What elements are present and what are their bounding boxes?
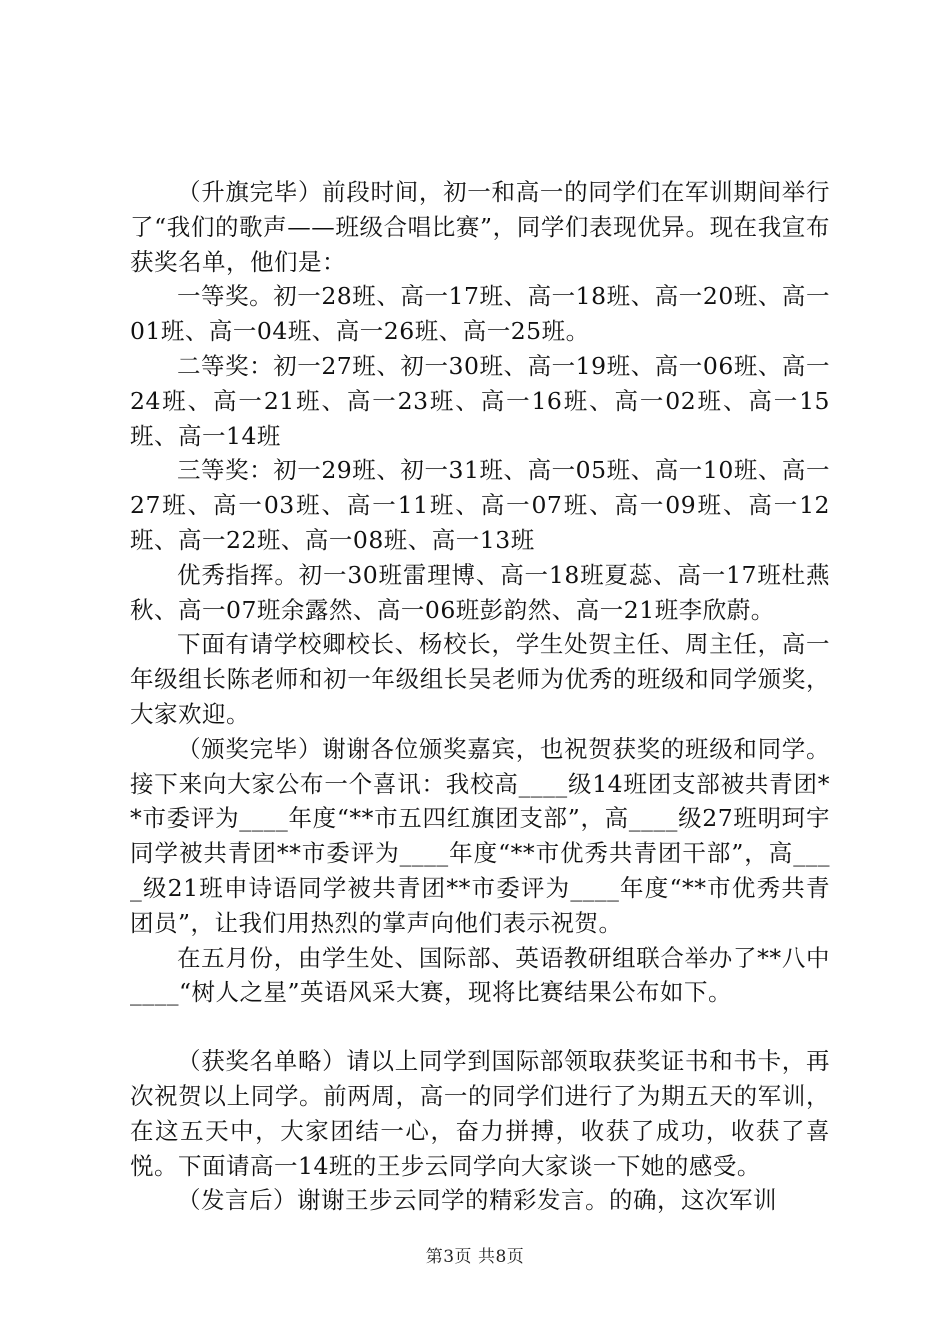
paragraph-first-prize: 一等奖。初一28班、高一17班、高一18班、高一20班、高一01班、高一04班、高一26班、高一25班。 (130, 282, 830, 346)
paragraph-second-prize: 二等奖：初一27班、初一30班、高一19班、高一06班、高一24班、高一21班、高一23班、高一16班、高一02班、高一15班、高一14班 (130, 351, 830, 450)
paragraph-after-speech: （发言后）谢谢王步云同学的精彩发言。的确，这次军训 (177, 1186, 777, 1215)
document-body (130, 175, 830, 1218)
paragraph-third-prize: 三等奖：初一29班、初一31班、高一05班、高一10班、高一27班、高一03班、高一11班、高一07班、高一09班、高一12班、高一22班、高一08班、高一13班 (130, 456, 830, 554)
paragraph-best-conductor: 优秀指挥。初一30班雷理博、高一18班夏蕊、高一17班杜燕秋、高一07班余露然、高一06班彭韵然、高一21班李欣蔚。 (130, 560, 830, 624)
page-footer: 第3页 共8页 (425, 1247, 525, 1267)
paragraph-good-news: （颁奖完毕）谢谢各位颁奖嘉宾，也祝贺获奖的班级和同学。接下来向大家公布一个喜讯：我校高____级14班团支部被共青团**市委评为____年度“**市五四红旗团支部”，高____级27班明珂宇同学被共青团**市委评为____年度“**市优秀共青团干部”，高____级21班申诗语同学被共青团**市委评为____年度“**市优秀共青团员”，让我们用热烈的掌声向他们表示祝贺。 (130, 734, 830, 937)
paragraph-military-training: （获奖名单略）请以上同学到国际部领取获奖证书和书卡，再次祝贺以上同学。前两周，高一的同学们进行了为期五天的军训，在这五天中，大家团结一心，奋力拼搏，收获了成功，收获了喜悦。下面请高一14班的王步云同学向大家谈一下她的感受。 (130, 1047, 830, 1180)
paragraph-english-contest: 在五月份，由学生处、国际部、英语教研组联合举办了**八中____“树人之星”英语风采大赛，现将比赛结果公布如下。 (130, 943, 830, 1007)
paragraph-flag-ceremony: （升旗完毕）前段时间，初一和高一的同学们在军训期间举行了“我们的歌声——班级合唱比赛”，同学们表现优异。现在我宣布获奖名单，他们是： (130, 178, 830, 276)
paragraph-award-presenters: 下面有请学校卿校长、杨校长，学生处贺主任、周主任，高一年级组长陈老师和初一年级组长吴老师为优秀的班级和同学颁奖，大家欢迎。 (130, 630, 830, 728)
